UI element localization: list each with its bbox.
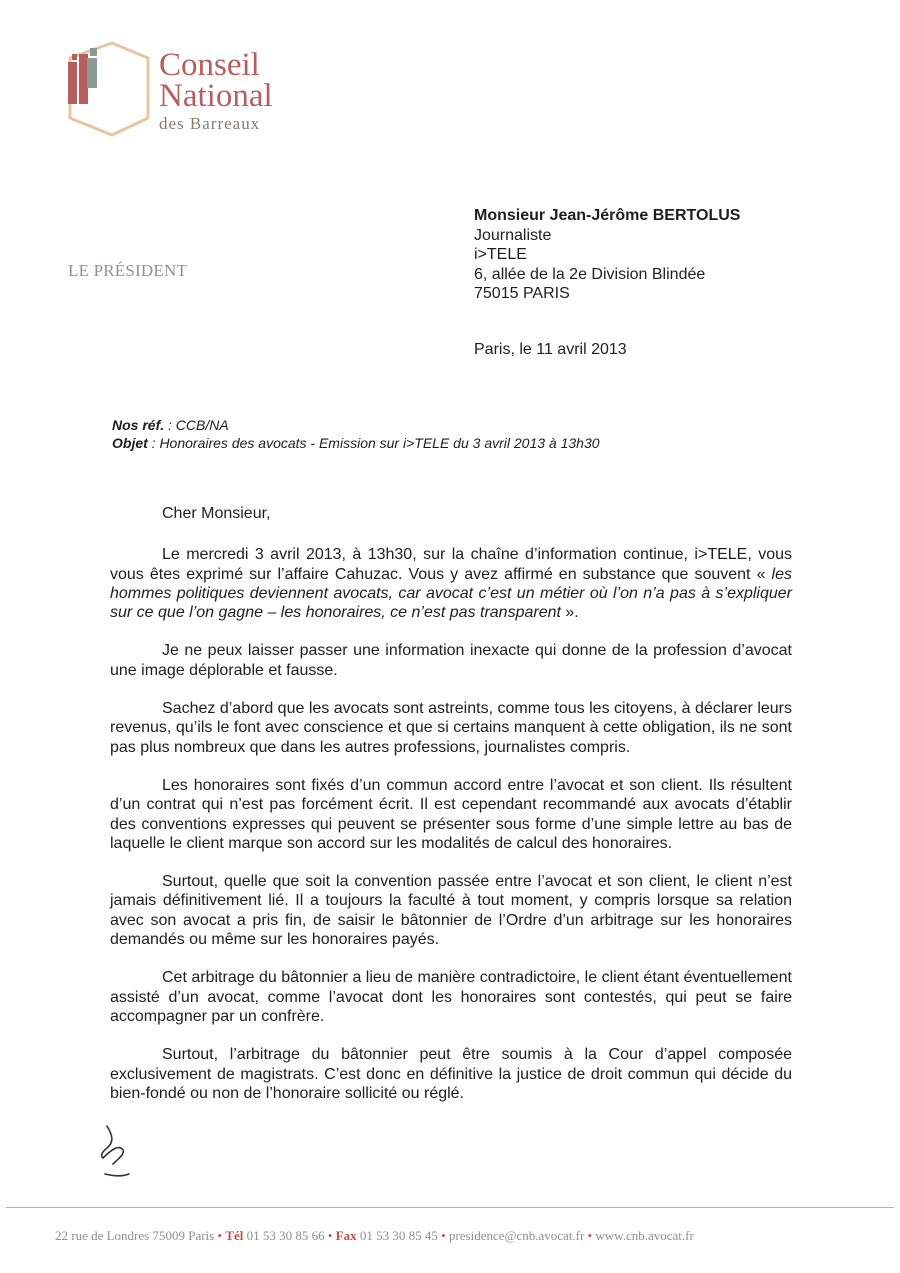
handwritten-paraph-icon <box>95 1120 145 1182</box>
letter-references <box>112 416 600 452</box>
footer-tel: 01 53 30 85 66 <box>246 1228 325 1243</box>
reference-line <box>112 416 600 434</box>
paragraph-2: Je ne peux laisser passer une information inexacte qui donne de la profession d’avocat une image déplorable et fausse. <box>110 642 792 679</box>
reference-label: Nos réf. <box>112 417 165 433</box>
recipient-address <box>474 206 740 304</box>
paragraph-1-start: Le mercredi 3 avril 2013, à 13h30, sur la chaîne d’information continue, i>TELE, vous vous êtes exprimé sur l’affaire Cahuzac. Vous y avez affirmé en substance que souvent « <box>110 546 792 583</box>
footer-address: 22 rue de Londres 75009 Paris <box>55 1228 215 1243</box>
recipient-name: Monsieur Jean-Jérôme BERTOLUS <box>474 207 741 224</box>
recipient-line: 75015 PARIS <box>474 285 570 302</box>
letter-footer <box>55 1228 694 1244</box>
paragraph-1-quote: les hommes politiques deviennent avocats, car avocat c’est un métier où l’on n’a pas à s’expliquer sur ce que l’on gagne – les honoraires, ce n’est pas transparent <box>110 565 792 622</box>
footer-tel-label: Tél <box>225 1228 244 1243</box>
letter-body <box>110 504 792 1122</box>
reference-value: : CCB/NA <box>164 417 229 433</box>
recipient-line: i>TELE <box>474 246 527 263</box>
object-line <box>112 434 600 452</box>
footer-fax-label: Fax <box>335 1228 357 1243</box>
footer-bullet: • <box>327 1228 333 1243</box>
footer-bullet: • <box>217 1228 223 1243</box>
sender-title: LE PRÉSIDENT <box>68 261 188 280</box>
letter-date: Paris, le 11 avril 2013 <box>474 341 627 358</box>
greeting: Cher Monsieur, <box>162 505 271 522</box>
footer-bullet: • <box>587 1228 593 1243</box>
footer-fax: 01 53 30 85 45 <box>359 1228 438 1243</box>
recipient-line: Journaliste <box>474 226 552 244</box>
paragraph-1-end: ». <box>560 604 579 622</box>
object-value: : Honoraires des avocats - Emission sur i>TELE du 3 avril 2013 à 13h30 <box>147 435 600 451</box>
logo-text-conseil: Conseil <box>159 47 260 83</box>
logo-text-des-barreaux: des Barreaux <box>159 114 261 133</box>
footer-bullet: • <box>441 1228 446 1243</box>
paragraph-5: Surtout, quelle que soit la convention passée entre l’avocat et son client, le client n’est jamais définitivement lié. Il a toujours la faculté à tout moment, y compris lorsque sa relation avec son avocat a pris fin, de saisir le bâtonnier de l’Ordre d’un arbitrage sur les honoraires demandés ou même sur les honoraires payés. <box>110 873 792 949</box>
paragraph-7: Surtout, l’arbitrage du bâtonnier peut être soumis à la Cour d’appel composée exclusivement de magistrats. C’est donc en définitive la justice de droit commun qui décide du bien-fondé ou non de l’honoraire sollicité ou réglé. <box>110 1046 792 1102</box>
footer-website-link[interactable]: www.cnb.avocat.fr <box>595 1228 694 1243</box>
footer-divider <box>6 1207 894 1208</box>
cnb-logo <box>64 40 294 140</box>
paragraph-3: Sachez d’abord que les avocats sont astreints, comme tous les citoyens, à déclarer leurs revenus, qu’ils le font avec conscience et que si certains manquent à cette obligation, ils ne sont pas plus nombreux que dans les autres professions, journalistes compris. <box>110 700 792 756</box>
logo-emblem-icon <box>64 40 156 140</box>
object-label: Objet <box>112 435 148 451</box>
paragraph-1 <box>110 545 792 622</box>
footer-email-link[interactable]: presidence@cnb.avocat.fr <box>448 1228 585 1243</box>
paragraph-6: Cet arbitrage du bâtonnier a lieu de manière contradictoire, le client étant éventuellement assisté d’un avocat, comme l’avocat dont les honoraires sont contestés, qui peut se faire accompagner par un confrère. <box>110 969 792 1025</box>
recipient-line: 6, allée de la 2e Division Blindée <box>474 265 706 283</box>
paragraph-4: Les honoraires sont fixés d’un commun accord entre l’avocat et son client. Ils résultent d’un contrat qui n’est pas forcément écrit. Il est cependant recommandé aux avocats d’établir des conventions expresses qui peuvent se présenter sous forme d’une simple lettre au bas de laquelle le client marque son accord sur les modalités de calcul des honoraires. <box>110 776 792 852</box>
logo-text-national: National <box>159 78 273 114</box>
